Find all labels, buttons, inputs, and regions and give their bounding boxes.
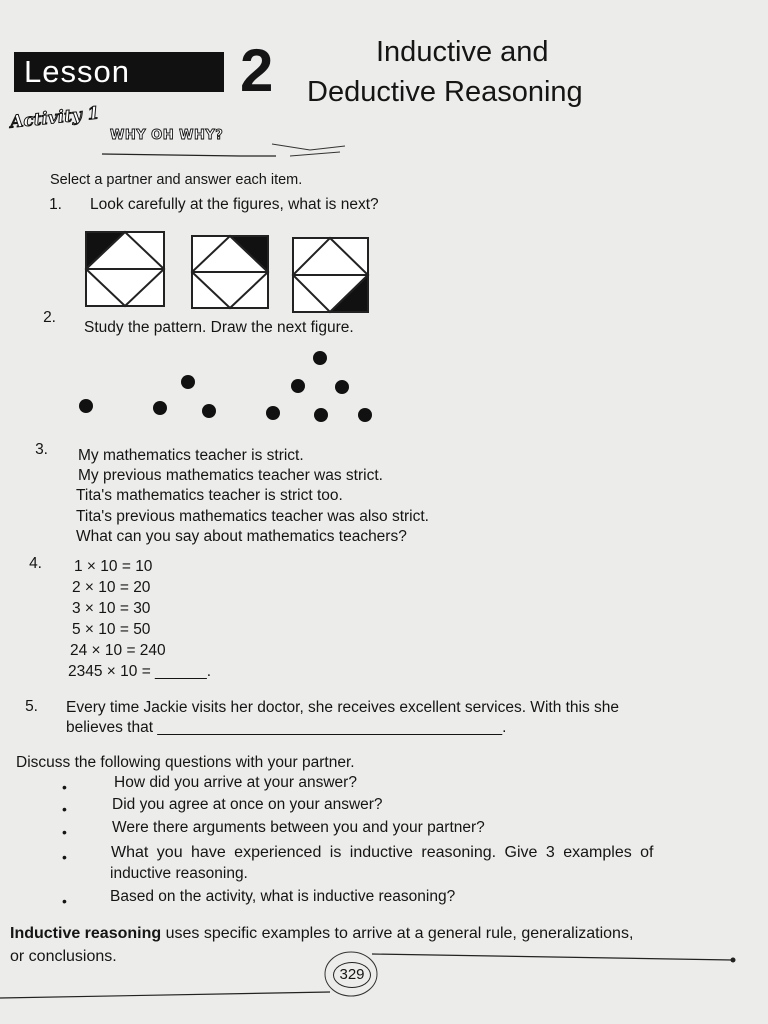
bullet-text: How did you arrive at your answer? xyxy=(114,774,357,791)
item-line: believes that ________________________________________. xyxy=(66,719,507,736)
equation: 2 × 10 = 20 xyxy=(72,579,151,596)
discuss-heading: Discuss the following questions with your partner. xyxy=(16,754,355,771)
dot-pattern xyxy=(70,345,380,425)
item-line: My previous mathematics teacher was strict. xyxy=(78,467,383,484)
activity-label: Activity 1 xyxy=(9,103,101,133)
activity-underline xyxy=(100,138,350,162)
bullet-text: Were there arguments between you and your partner? xyxy=(112,819,485,836)
bullet-dot: • xyxy=(62,849,67,865)
item-number: 5. xyxy=(25,698,38,715)
page-number: 329 xyxy=(333,962,371,988)
equation: 24 × 10 = 240 xyxy=(70,642,166,659)
equation-blank: 2345 × 10 = ______. xyxy=(68,663,212,680)
instruction-text: Select a partner and answer each item. xyxy=(50,172,303,188)
item-number: 4. xyxy=(29,555,42,572)
item-line: My mathematics teacher is strict. xyxy=(78,447,304,464)
lesson-number: 2 xyxy=(240,37,274,104)
bullet-text: Did you agree at once on your answer? xyxy=(112,796,383,813)
item-line: Tita's mathematics teacher is strict too. xyxy=(76,487,343,504)
item-line: Every time Jackie visits her doctor, she receives excellent services. With this she xyxy=(66,699,620,716)
equation: 1 × 10 = 10 xyxy=(74,558,153,575)
definition-term: Inductive reasoning xyxy=(10,925,162,942)
item-text: Look carefully at the figures, what is next? xyxy=(90,196,379,213)
item-number: 1. xyxy=(49,196,62,213)
activity-subtitle: WHY OH WHY? xyxy=(110,128,224,143)
bullet-dot: • xyxy=(62,779,67,795)
bullet-dot: • xyxy=(62,893,67,909)
item-text: Study the pattern. Draw the next figure. xyxy=(84,319,354,336)
bullet-dot: • xyxy=(62,801,67,817)
bullet-dot: • xyxy=(62,824,67,840)
equation: 3 × 10 = 30 xyxy=(72,600,151,617)
bullet-text-cont: inductive reasoning. xyxy=(110,865,248,882)
equation: 5 × 10 = 50 xyxy=(72,621,151,638)
item-number: 3. xyxy=(35,441,48,458)
bullet-text: What you have experienced is inductive reasoning. Give 3 examples of xyxy=(111,844,654,861)
figure-sequence xyxy=(84,228,374,314)
lesson-title-line1: Inductive and xyxy=(376,36,549,68)
footer-decoration xyxy=(0,940,768,1010)
item-line: What can you say about mathematics teachers? xyxy=(76,528,407,545)
item-line: Tita's previous mathematics teacher was also strict. xyxy=(76,508,429,525)
lesson-title-line2: Deductive Reasoning xyxy=(307,76,583,108)
item-number: 2. xyxy=(43,309,56,326)
bullet-text: Based on the activity, what is inductive reasoning? xyxy=(110,888,456,905)
definition-rest: uses specific examples to arrive at a general rule, generalizations, xyxy=(161,925,634,942)
lesson-label: Lesson xyxy=(24,54,130,89)
definition-line2: or conclusions. xyxy=(10,948,117,965)
